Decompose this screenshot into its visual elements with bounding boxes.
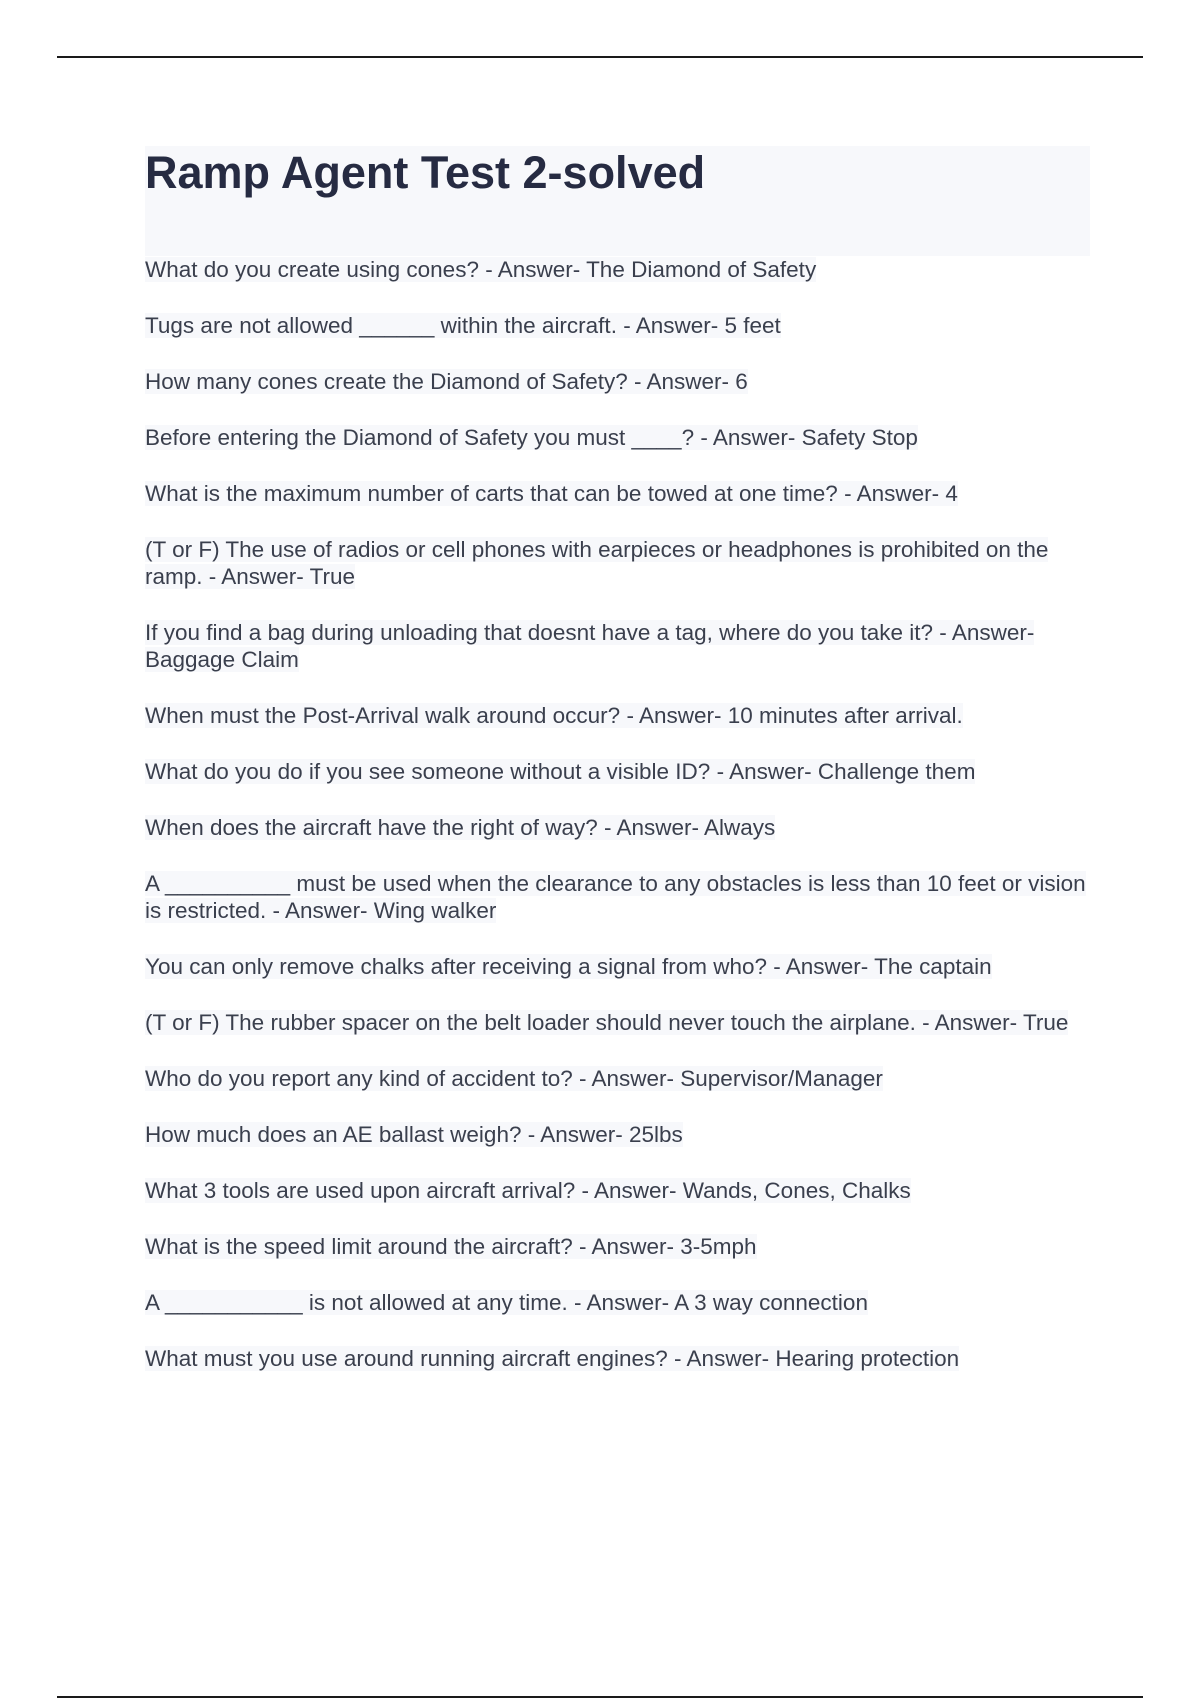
- qa-text: If you find a bag during unloading that doesnt have a tag, where do you take it? - Answer- Baggage Claim: [145, 620, 1035, 672]
- qa-item-15: [145, 1121, 1090, 1148]
- qa-item-18: [145, 1289, 1090, 1316]
- qa-item-3: [145, 368, 1090, 395]
- qa-text: A __________ must be used when the clearance to any obstacles is less than 10 feet or vision is restricted. - Answer- Wing walker: [145, 871, 1086, 923]
- document-title: Ramp Agent Test 2-solved: [145, 147, 706, 198]
- qa-item-14: [145, 1065, 1090, 1092]
- qa-text: What is the speed limit around the aircraft? - Answer- 3-5mph: [145, 1234, 757, 1259]
- qa-text: What is the maximum number of carts that can be towed at one time? - Answer- 4: [145, 481, 958, 506]
- qa-text: What do you do if you see someone without a visible ID? - Answer- Challenge them: [145, 759, 976, 784]
- qa-text: How many cones create the Diamond of Safety? - Answer- 6: [145, 369, 748, 394]
- qa-item-1: [145, 256, 1090, 283]
- qa-item-17: [145, 1233, 1090, 1260]
- bottom-divider: [57, 1696, 1143, 1698]
- qa-text: How much does an AE ballast weigh? - Answer- 25lbs: [145, 1122, 683, 1147]
- qa-item-7: [145, 619, 1090, 673]
- qa-text: Before entering the Diamond of Safety you must ____? - Answer- Safety Stop: [145, 425, 918, 450]
- qa-item-10: [145, 814, 1090, 841]
- qa-item-6: [145, 536, 1090, 590]
- question-answer-list: [145, 256, 1090, 1372]
- qa-text: A ___________ is not allowed at any time. - Answer- A 3 way connection: [145, 1290, 868, 1315]
- qa-item-12: [145, 953, 1090, 980]
- qa-text: When does the aircraft have the right of way? - Answer- Always: [145, 815, 776, 840]
- qa-text: Tugs are not allowed ______ within the aircraft. - Answer- 5 feet: [145, 313, 781, 338]
- qa-item-4: [145, 424, 1090, 451]
- qa-text: What 3 tools are used upon aircraft arrival? - Answer- Wands, Cones, Chalks: [145, 1178, 911, 1203]
- qa-text: (T or F) The use of radios or cell phones with earpieces or headphones is prohibited on the ramp. - Answer- True: [145, 537, 1049, 589]
- document-body: [145, 146, 1090, 1401]
- qa-item-11: [145, 870, 1090, 924]
- qa-text: What must you use around running aircraft engines? - Answer- Hearing protection: [145, 1346, 960, 1371]
- qa-text: You can only remove chalks after receiving a signal from who? - Answer- The captain: [145, 954, 992, 979]
- qa-text: (T or F) The rubber spacer on the belt loader should never touch the airplane. - Answer- True: [145, 1010, 1069, 1035]
- qa-text: When must the Post-Arrival walk around occur? - Answer- 10 minutes after arrival.: [145, 703, 963, 728]
- qa-item-9: [145, 758, 1090, 785]
- qa-item-5: [145, 480, 1090, 507]
- qa-item-16: [145, 1177, 1090, 1204]
- qa-item-19: [145, 1345, 1090, 1372]
- qa-text: What do you create using cones? - Answer- The Diamond of Safety: [145, 257, 817, 282]
- qa-item-8: [145, 702, 1090, 729]
- qa-text: Who do you report any kind of accident to? - Answer- Supervisor/Manager: [145, 1066, 883, 1091]
- qa-item-13: [145, 1009, 1090, 1036]
- qa-item-2: [145, 312, 1090, 339]
- top-divider: [57, 56, 1143, 58]
- title-block: [145, 146, 1090, 256]
